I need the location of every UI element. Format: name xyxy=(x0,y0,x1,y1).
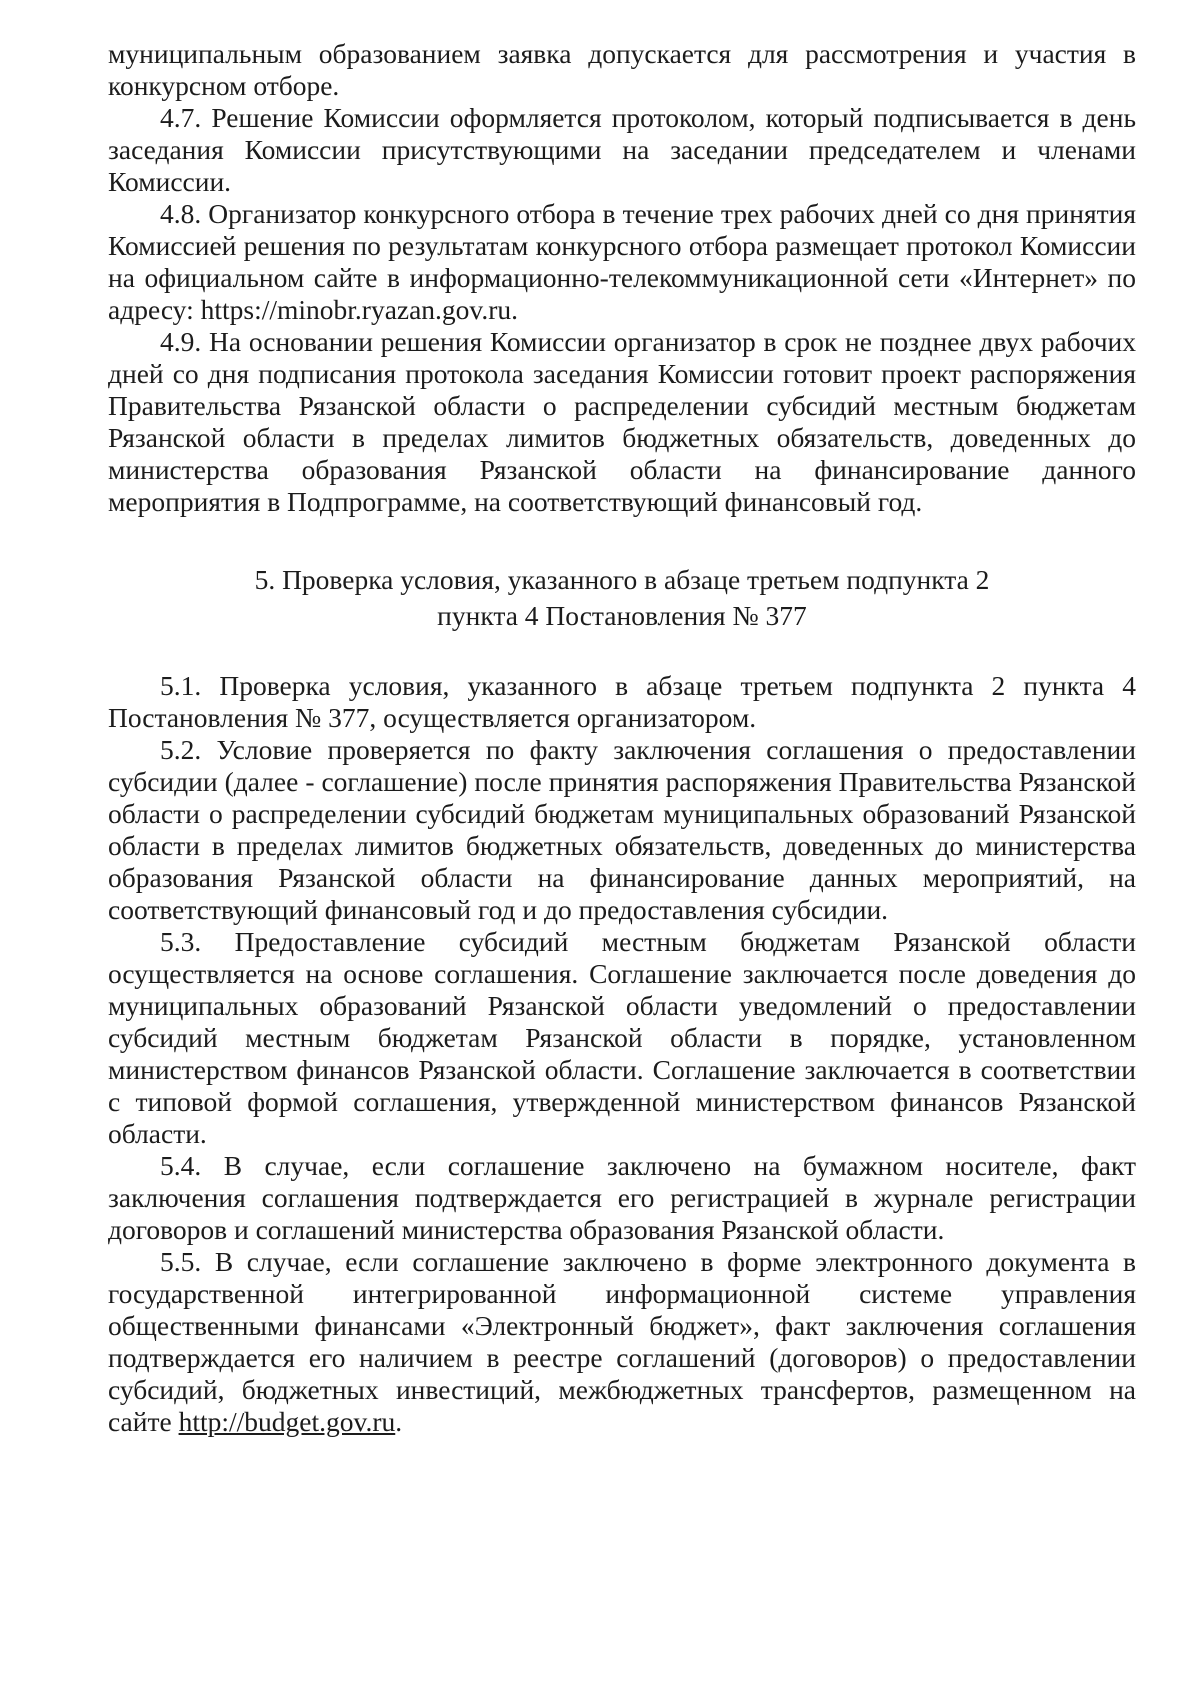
paragraph-5-3: 5.3. Предоставление субсидий местным бюджетам Рязанской области осуществляется на основе соглашения. Соглашение заключается после доведения до муниципальных образований Рязанской области уведомлений о предоставлении субсидий местным бюджетам Рязанской области в порядке, установленном министерством финансов Рязанской области. Соглашение заключается в соответствии с типовой формой соглашения, утвержденной министерством финансов Рязанской области. xyxy=(108,926,1136,1149)
paragraph-4-7: 4.7. Решение Комиссии оформляется протоколом, который подписывается в день заседания Комиссии присутствующими на заседании председателем и членами Комиссии. xyxy=(108,102,1136,197)
paragraph-5-5-text: 5.5. В случае, если соглашение заключено в форме электронного документа в государственной интегрированной информационной системе управления общественными финансами «Электронный бюджет», факт заключения соглашения подтверждается его наличием в реестре соглашений (договоров) о предоставлении субсидий, бюджетных инвестиций, межбюджетных трансфертов, размещенном на сайте xyxy=(108,1246,1136,1437)
paragraph-5-4: 5.4. В случае, если соглашение заключено на бумажном носителе, факт заключения соглашения подтверждается его регистрацией в журнале регистрации договоров и соглашений министерства образования Рязанской области. xyxy=(108,1150,1136,1245)
budget-site-link[interactable]: http://budget.gov.ru xyxy=(178,1406,396,1437)
paragraph-5-5 xyxy=(108,1246,1136,1438)
paragraph-5-1: 5.1. Проверка условия, указанного в абзаце третьем подпункта 2 пункта 4 Постановления № 377, осуществляется организатором. xyxy=(108,670,1136,733)
document-page xyxy=(108,38,1136,1438)
paragraph-4-9: 4.9. На основании решения Комиссии организатор в срок не позднее двух рабочих дней со дня подписания протокола заседания Комиссии готовит проект распоряжения Правительства Рязанской области о распределении субсидий местным бюджетам Рязанской области в пределах лимитов бюджетных обязательств, доведенных до министерства образования Рязанской области на финансирование данного мероприятия в Подпрограмме, на соответствующий финансовый год. xyxy=(108,326,1136,517)
paragraph-5-5-end: . xyxy=(395,1406,403,1437)
paragraph-5-2: 5.2. Условие проверяется по факту заключения соглашения о предоставлении субсидии (далее - соглашение) после принятия распоряжения Правительства Рязанской области о распределении субсидий бюджетам муниципальных образований Рязанской области в пределах лимитов бюджетных обязательств, доведенных до министерства образования Рязанской области на финансирование данных мероприятий, на соответствующий финансовый год и до предоставления субсидии. xyxy=(108,734,1136,925)
section-5-heading-line-2: пункта 4 Постановления № 377 xyxy=(437,600,807,631)
section-5-heading-line-1: 5. Проверка условия, указанного в абзаце третьем подпункта 2 xyxy=(254,564,990,595)
section-5-heading xyxy=(108,562,1136,634)
paragraph-4-8: 4.8. Организатор конкурсного отбора в течение трех рабочих дней со дня принятия Комиссией решения по результатам конкурсного отбора размещает протокол Комиссии на официальном сайте в информационно-телекоммуникационной сети «Интернет» по адресу: https://minobr.ryazan.gov.ru. xyxy=(108,198,1136,325)
paragraph-4-6-continuation: муниципальным образованием заявка допускается для рассмотрения и участия в конкурсном отборе. xyxy=(108,38,1136,101)
